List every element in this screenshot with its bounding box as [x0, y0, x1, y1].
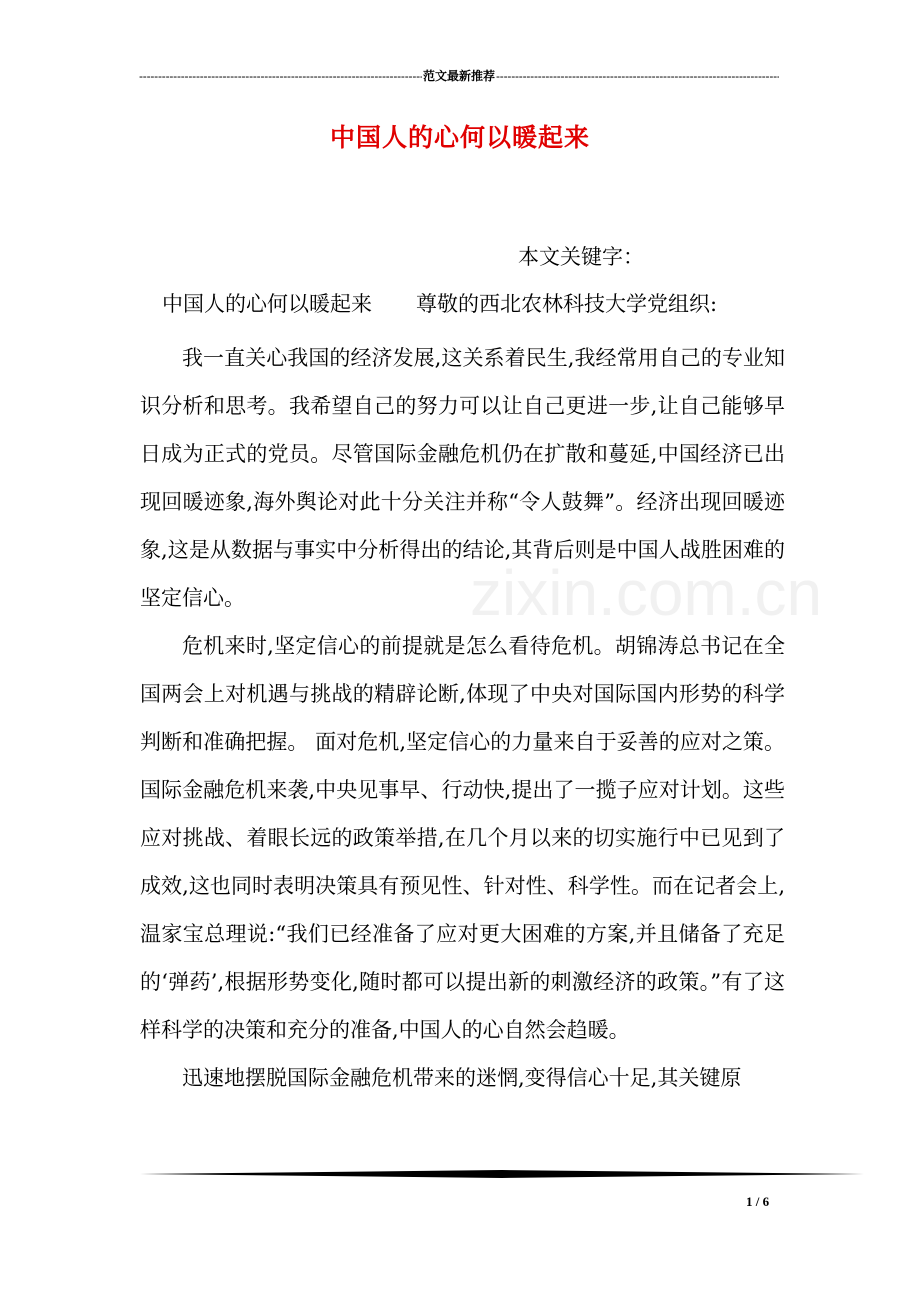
- salutation: 尊敬的西北农林科技大学党组织:: [416, 292, 718, 316]
- page-header: [139, 68, 779, 84]
- keyword-text: 中国人的心何以暖起来: [162, 292, 372, 316]
- footer-rule: [140, 1170, 864, 1178]
- page-number: 1 / 6: [746, 1194, 770, 1209]
- header-dashes-right: [496, 68, 779, 84]
- document-title: 中国人的心何以暖起来: [329, 123, 590, 152]
- keywords-label: 本文关键字：: [518, 245, 644, 269]
- header-dashes-left: [139, 68, 422, 84]
- watermark: zixin.com.cn: [470, 557, 823, 629]
- document-body: [140, 334, 785, 1102]
- paragraph: 我一直关心我国的经济发展,这关系着民生,我经常用自己的专业知识分析和思考。我希望自己的努力可以让自己更进一步,让自己能够早日成为正式的党员。尽管国际金融危机仍在扩散和蔓延,中国经济已出现回暖迹象,海外舆论对此十分关注并称“令人鼓舞”。经济出现回暖迹象,这是从数据与事实中分析得出的结论,其背后则是中国人战胜困难的坚定信心。: [140, 346, 785, 610]
- header-label: 范文最新推荐: [423, 69, 496, 83]
- keyword-salutation-line: [162, 290, 717, 318]
- paragraph: 危机来时,坚定信心的前提就是怎么看待危机。胡锦涛总书记在全国两会上对机遇与挑战的精辟论断,体现了中央对国际国内形势的科学判断和准确把握。 面对危机,坚定信心的力量来自于妥善的应对之策。国际金融危机来袭,中央见事早、行动快,提出了一揽子应对计划。这些应对挑战、着眼长远的政策举措,在几个月以来的切实施行中已见到了成效,这也同时表明决策具有预见性、针对性、科学性。而在记者会上,温家宝总理说:“我们已经准备了应对更大困难的方案,并且储备了充足的‘弹药’,根据形势变化,随时都可以提出新的刺激经济的政策。”有了这样科学的决策和充分的准备,中国人的心自然会趋暖。: [140, 634, 785, 1042]
- paragraph: 迅速地摆脱国际金融危机带来的迷惘,变得信心十足,其关键原: [182, 1066, 742, 1090]
